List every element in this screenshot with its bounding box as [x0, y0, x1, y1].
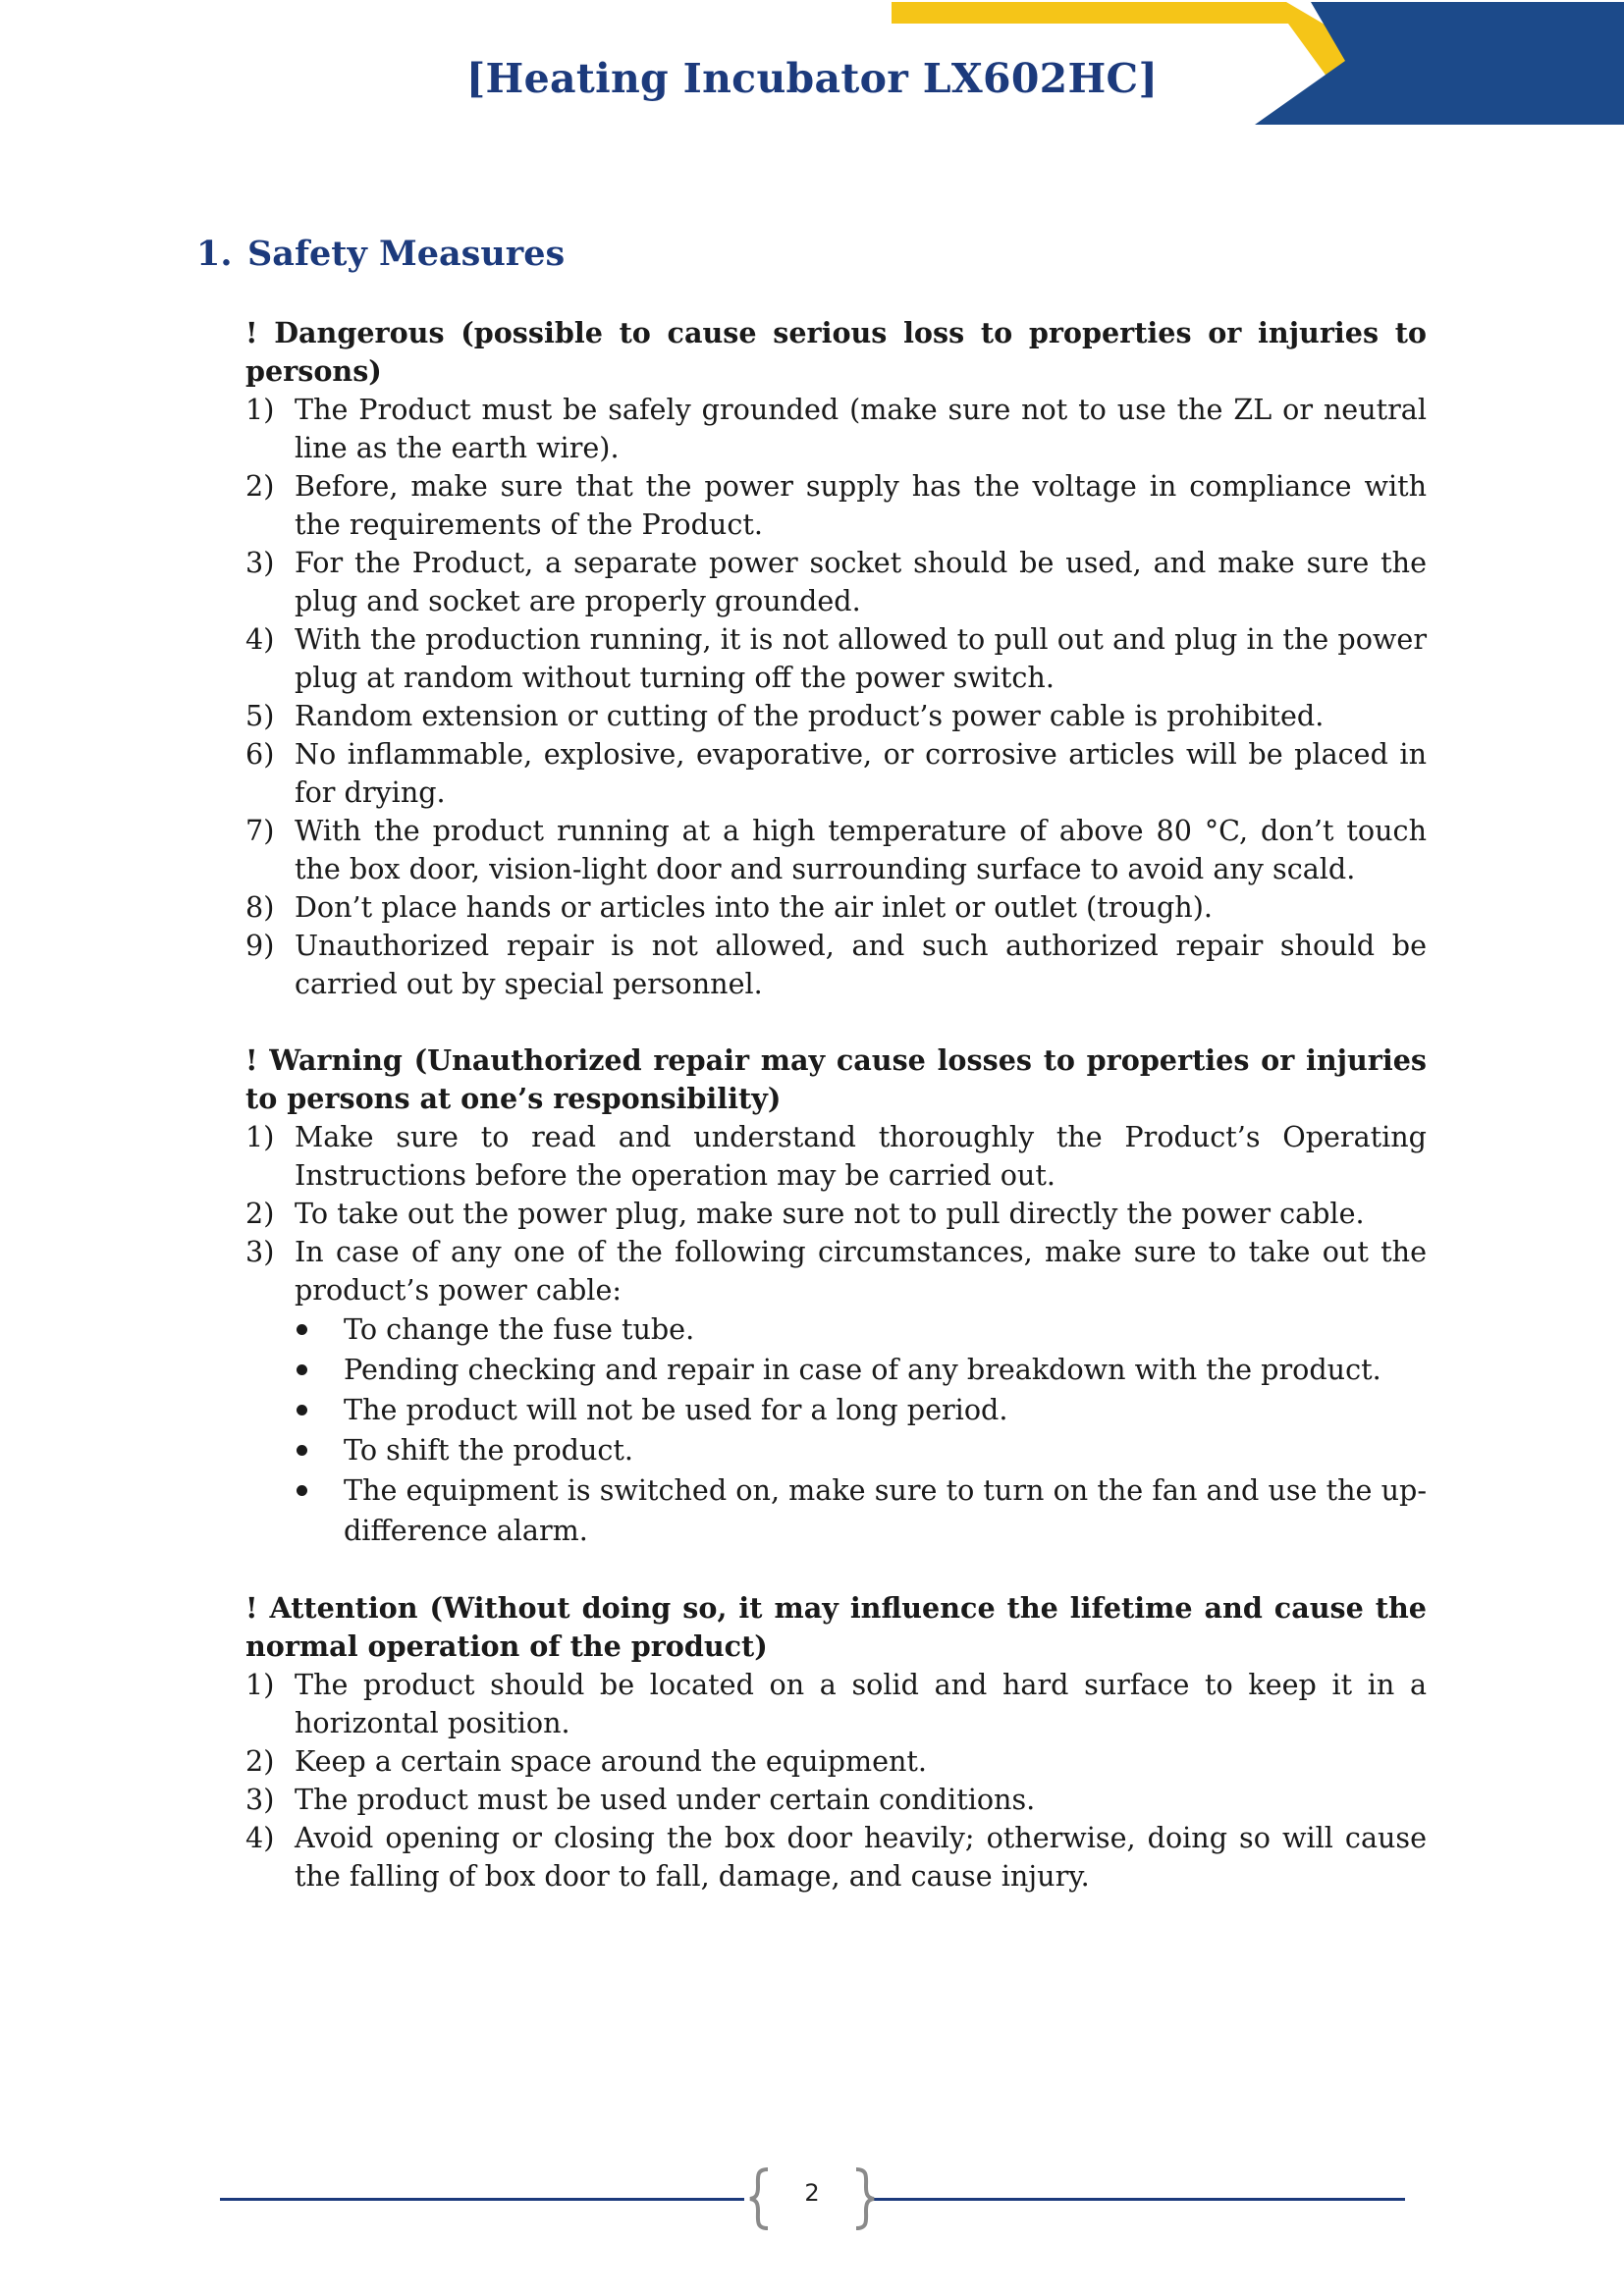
list-item: [245, 735, 1427, 812]
list-item: [245, 1195, 1427, 1233]
section-title: Safety Measures: [247, 234, 566, 274]
item-text: To take out the power plug, make sure not to pull directly the power cable.: [295, 1197, 1365, 1230]
item-number: 3): [245, 1235, 275, 1268]
item-number: 2): [245, 1744, 275, 1778]
page-number: 2: [804, 2179, 820, 2207]
bullet-item: [245, 1470, 1427, 1551]
dangerous-title: ! Dangerous (possible to cause serious loss to properties or injuries to persons): [245, 316, 1427, 388]
item-number: 2): [245, 1197, 275, 1230]
spacer: [245, 1551, 1427, 1589]
list-item: [245, 391, 1427, 467]
list-item: [245, 697, 1427, 735]
item-number: 1): [245, 1668, 275, 1701]
document-title: [Heating Incubator LX602HC]: [465, 55, 1159, 102]
bullet-item: [245, 1430, 1427, 1470]
attention-title: ! Attention (Without doing so, it may influence the lifetime and cause the normal operation of the product): [245, 1591, 1427, 1663]
warning-bullet-list: [245, 1309, 1427, 1551]
document-body: [245, 314, 1427, 1896]
right-brace-icon: [852, 2167, 878, 2230]
bullet-text: To change the fuse tube.: [344, 1312, 695, 1346]
list-item: [245, 544, 1427, 620]
item-text: Random extension or cutting of the product’s power cable is prohibited.: [295, 699, 1325, 732]
list-item: [245, 620, 1427, 697]
bullet-item: [245, 1309, 1427, 1350]
bullet-text: The product will not be used for a long period.: [344, 1393, 1008, 1426]
spacer: [245, 1003, 1427, 1041]
section-number: 1.: [196, 234, 233, 274]
list-item: [245, 1781, 1427, 1819]
attention-list: [245, 1666, 1427, 1896]
warning-title: ! Warning (Unauthorized repair may cause losses to properties or injuries to persons at one’s responsibility): [245, 1043, 1427, 1115]
item-number: 3): [245, 1783, 275, 1816]
list-item: [245, 812, 1427, 888]
list-item: [245, 1233, 1427, 1309]
item-number: 9): [245, 929, 275, 962]
item-text: Unauthorized repair is not allowed, and such authorized repair should be carried out by special personnel.: [295, 929, 1427, 1000]
item-text: The product should be located on a solid and hard surface to keep it in a horizontal position.: [295, 1668, 1427, 1739]
bullet-icon: [297, 1485, 307, 1496]
bullet-icon: [297, 1324, 307, 1335]
list-item: [245, 1118, 1427, 1195]
item-number: 1): [245, 1120, 275, 1153]
item-number: 1): [245, 393, 275, 426]
item-text: Make sure to read and understand thoroughly the Product’s Operating Instructions before the operation may be carried out.: [295, 1120, 1427, 1192]
bullet-item: [245, 1350, 1427, 1390]
item-text: Don’t place hands or articles into the air inlet or outlet (trough).: [295, 890, 1213, 924]
item-text: Before, make sure that the power supply has the voltage in compliance with the requirements of the Product.: [295, 469, 1427, 541]
item-text: Avoid opening or closing the box door heavily; otherwise, doing so will cause the falling of box door to fall, damage, and cause injury.: [295, 1821, 1427, 1893]
bullet-text: To shift the product.: [344, 1433, 633, 1467]
item-text: The product must be used under certain conditions.: [295, 1783, 1036, 1816]
bullet-text: The equipment is switched on, make sure to turn on the fan and use the up-difference alarm.: [344, 1473, 1427, 1547]
bullet-icon: [297, 1405, 307, 1415]
item-number: 7): [245, 814, 275, 847]
list-item: [245, 888, 1427, 927]
list-item: [245, 927, 1427, 1003]
item-text: No inflammable, explosive, evaporative, or corrosive articles will be placed in for drying.: [295, 737, 1427, 809]
left-brace-icon: [746, 2167, 772, 2230]
item-text: With the production running, it is not allowed to pull out and plug in the power plug at random without turning off the power switch.: [295, 622, 1427, 694]
warning-list: [245, 1118, 1427, 1309]
bullet-item: [245, 1390, 1427, 1430]
bullet-text: Pending checking and repair in case of any breakdown with the product.: [344, 1353, 1381, 1386]
bullet-icon: [297, 1364, 307, 1375]
item-number: 5): [245, 699, 275, 732]
item-text: In case of any one of the following circumstances, make sure to take out the product’s power cable:: [295, 1235, 1427, 1307]
item-number: 6): [245, 737, 275, 771]
item-number: 2): [245, 469, 275, 503]
item-text: Keep a certain space around the equipment.: [295, 1744, 928, 1778]
item-number: 4): [245, 622, 275, 656]
item-number: 4): [245, 1821, 275, 1854]
list-item: [245, 467, 1427, 544]
item-text: The Product must be safely grounded (make sure not to use the ZL or neutral line as the earth wire).: [295, 393, 1427, 464]
item-number: 3): [245, 546, 275, 579]
item-number: 8): [245, 890, 275, 924]
list-item: [245, 1666, 1427, 1742]
dangerous-list: [245, 391, 1427, 1003]
footer-rule-left: [220, 2198, 744, 2201]
footer-rule-right: [872, 2198, 1405, 2201]
section-heading: [196, 234, 565, 274]
list-item: [245, 1742, 1427, 1781]
item-text: With the product running at a high temperature of above 80 °C, don’t touch the box door, vision-light door and surrounding surface to avoid any scald.: [295, 814, 1427, 885]
bullet-icon: [297, 1445, 307, 1456]
list-item: [245, 1819, 1427, 1896]
item-text: For the Product, a separate power socket should be used, and make sure the plug and socket are properly grounded.: [295, 546, 1427, 617]
